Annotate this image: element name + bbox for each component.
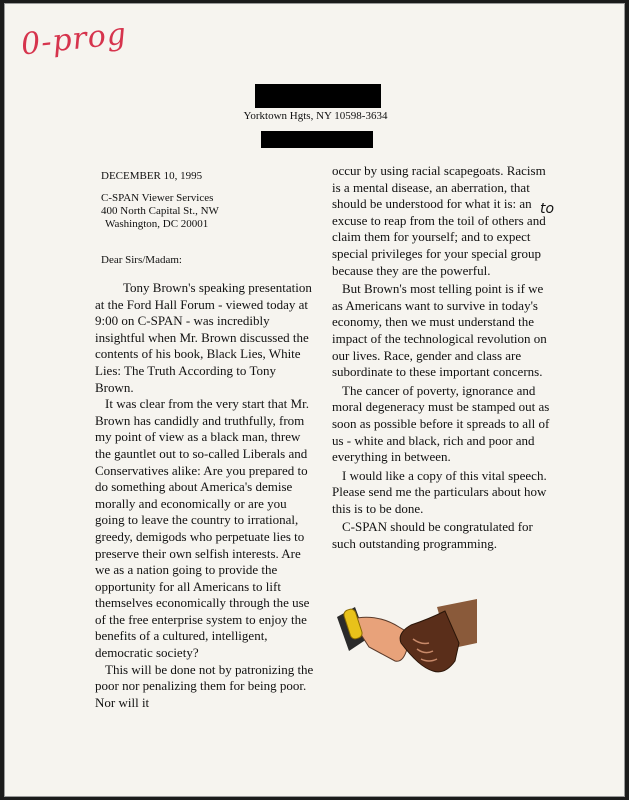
handshake-icon	[337, 599, 477, 687]
letter-page	[4, 3, 625, 797]
paragraph-3: This will be done not by patronizing the poor nor penalizing them for being poor. Nor will it	[95, 661, 314, 710]
sender-address: Yorktown Hgts, NY 10598-3634	[243, 110, 388, 122]
paragraph-6: The cancer of poverty, ignorance and moral degeneracy must be stamped out as soon as possible before it spreads to all of us - white and black, rich and poor and everything in between.	[332, 382, 550, 465]
paragraph-4: occur by using racial scapegoats. Racism is a mental disease, an aberration, that should be understood for what it is: an excuse to reap from the toil of others and claim them for yourself; and to expect special privileges for your special group because they are the powerful.	[332, 163, 546, 278]
recipient-line: 400 North Capital St., NW	[101, 205, 219, 217]
paragraph-5: But Brown's most telling point is if we as Americans want to survive in today's economy, then we must understand the impact of the technological revolution on our lives. Race, gender and class are subordinate to these important concerns.	[332, 281, 547, 380]
right-column	[332, 163, 555, 553]
paragraph-8: C-SPAN should be congratulated for such outstanding programming.	[332, 519, 533, 552]
salutation: Dear Sirs/Madam:	[101, 254, 182, 266]
left-column	[95, 280, 317, 711]
recipient-line: Washington, DC 20001	[105, 218, 209, 230]
redacted-name-block	[255, 84, 381, 108]
recipient-address	[101, 192, 219, 231]
recipient-line: C-SPAN Viewer Services	[101, 192, 214, 204]
letter-date: DECEMBER 10, 1995	[101, 170, 203, 182]
handwritten-note: 0-prog	[19, 16, 129, 63]
redacted-phone-block	[261, 131, 373, 148]
paragraph-2: It was clear from the very start that Mr. Brown has candidly and truthfully, from my point of view as a black man, threw the gauntlet out to so-called Liberals and Conservatives alike: Are you prepared to do something about America's demise morally and economically or are you going to leave the country to irrational, greedy, demigods who perpetuate lies to preserve their own selfish interests. Are we as a nation going to provide the opportunity for all Americans to lift themselves economically through the use of the free enterprise system to enjoy the benefits of a cultured, intelligent, democratic society?	[95, 396, 310, 661]
handwritten-correction: to	[540, 201, 555, 217]
paragraph-7: I would like a copy of this vital speech. Please send me the particulars about how this is to be done.	[332, 467, 547, 516]
paragraph-1: Tony Brown's speaking presentation at the Ford Hall Forum - viewed today at 9:00 on C-SPAN - was incredibly insightful when Mr. Brown discussed the contents of his book, Black Lies, White Lies: The Truth According to Tony Brown.	[95, 280, 312, 395]
